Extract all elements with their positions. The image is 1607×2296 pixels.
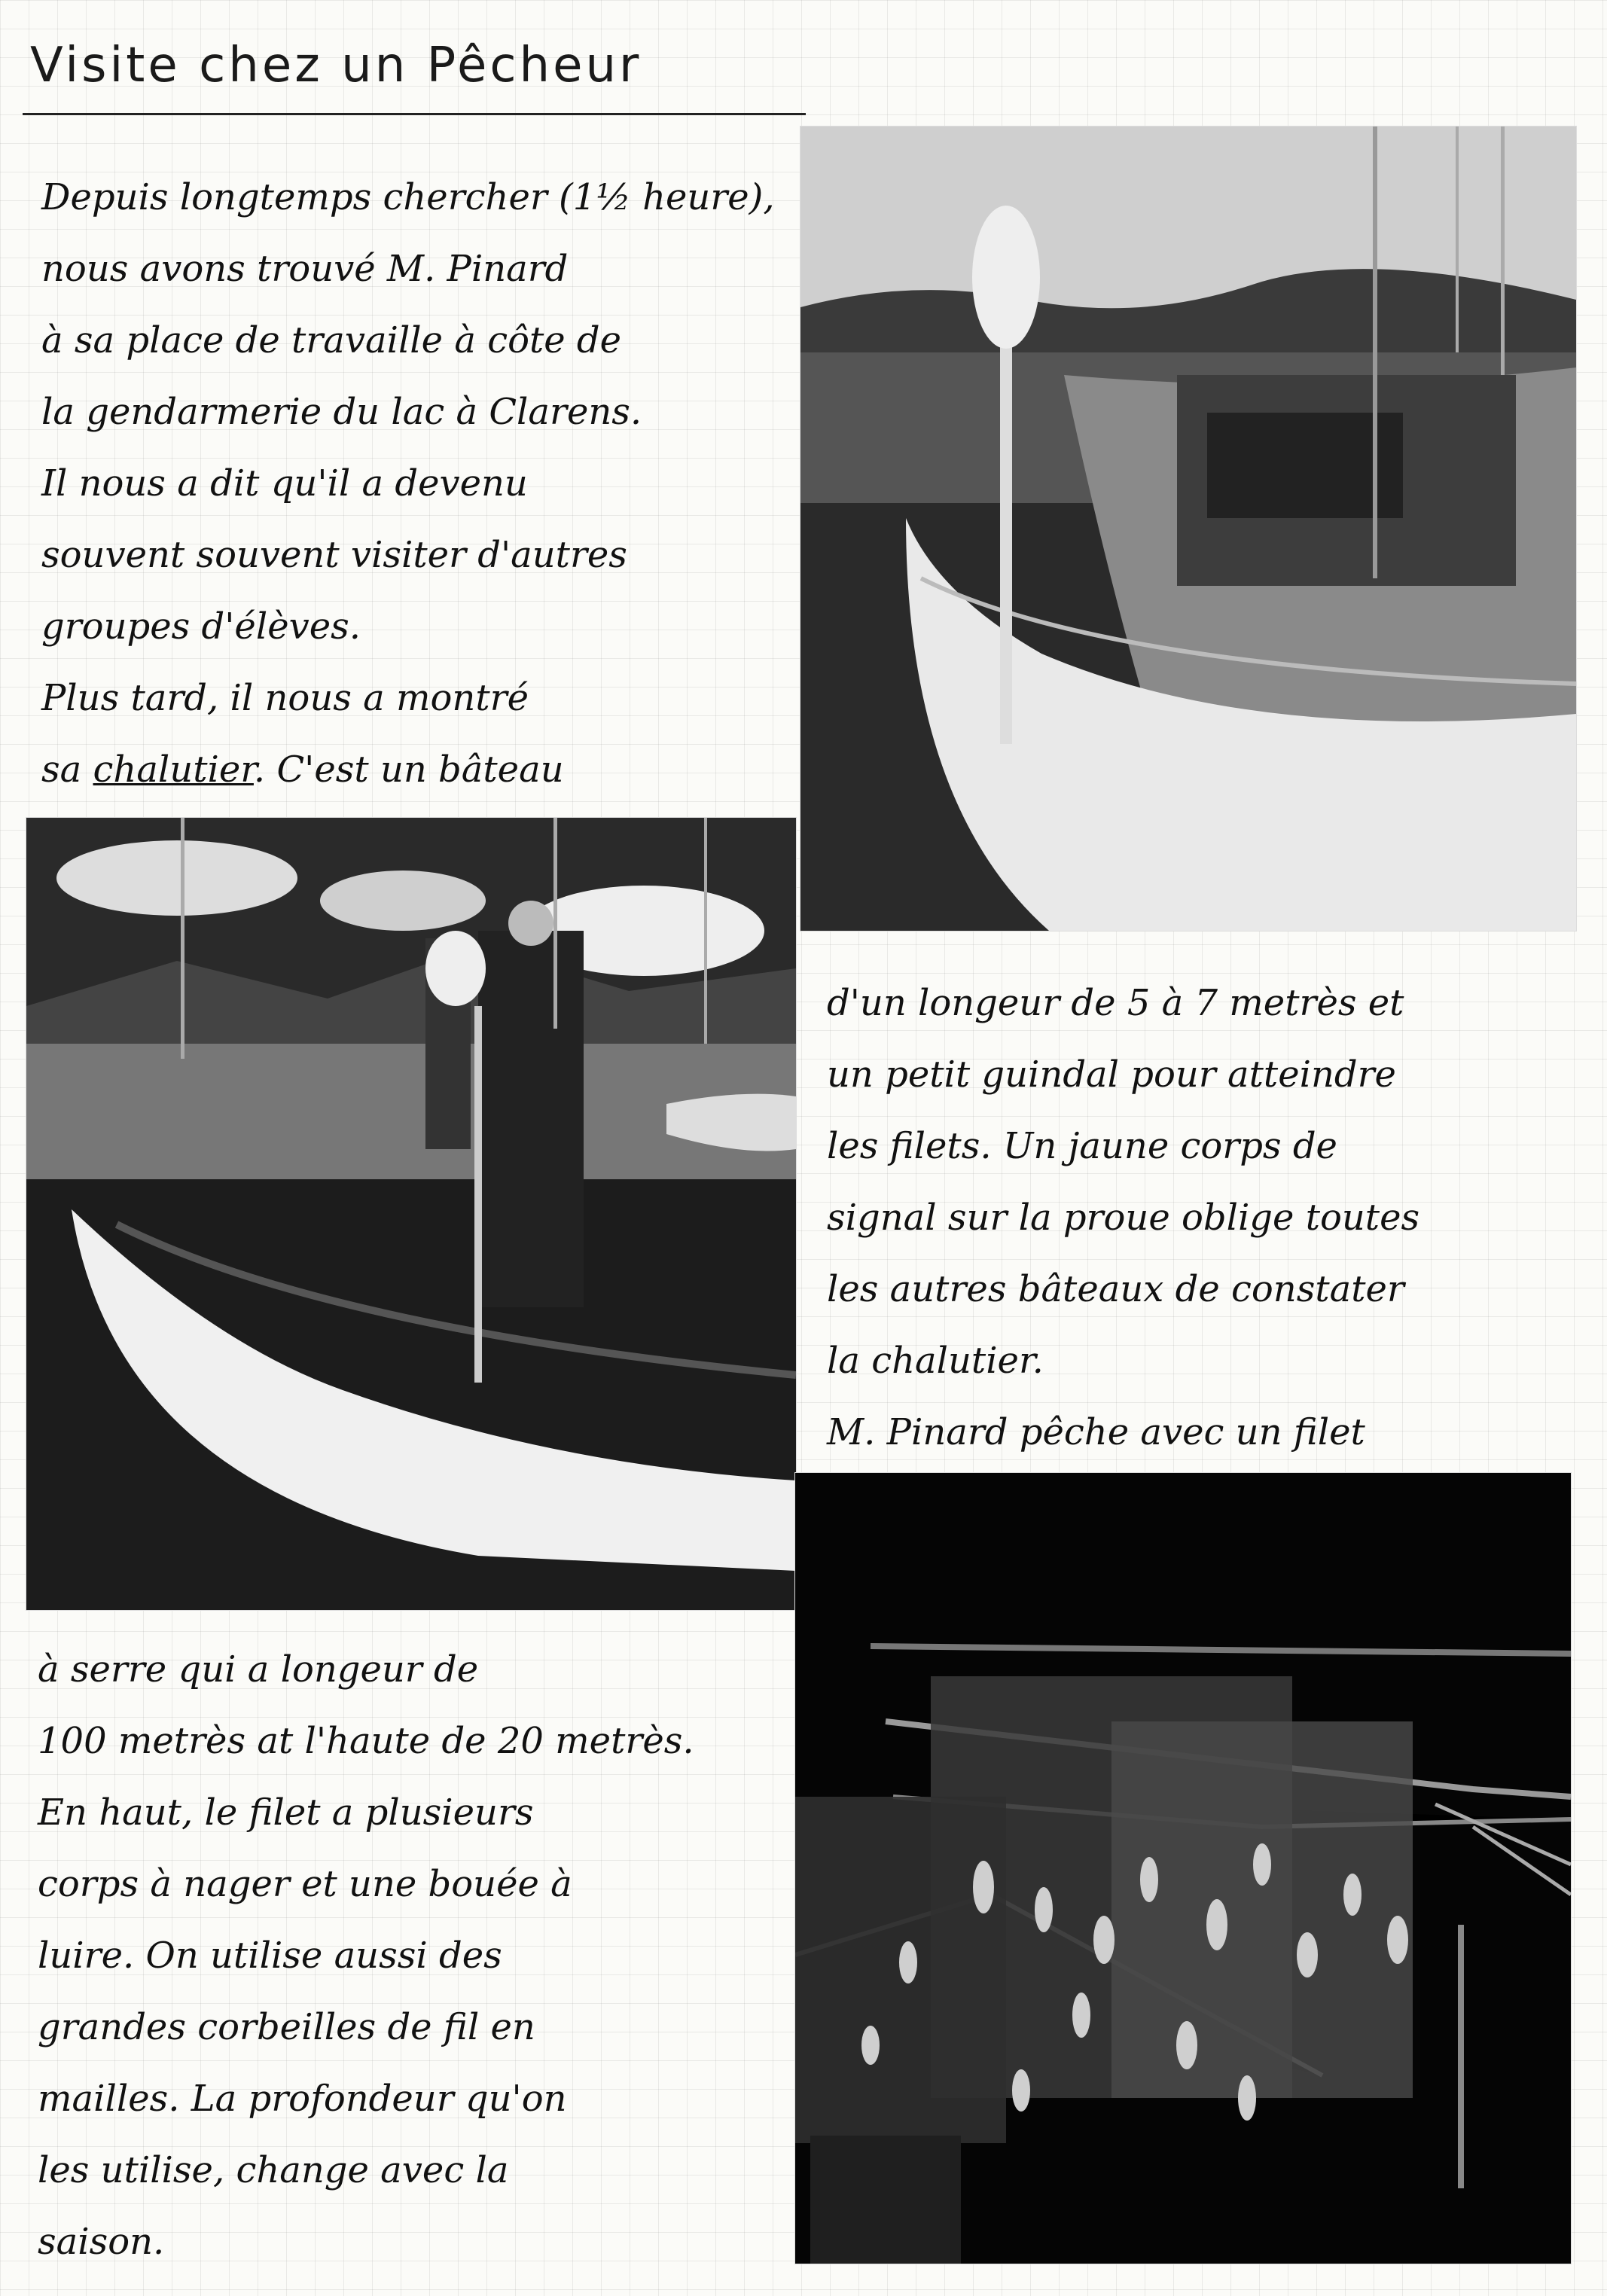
text-block-3 (38, 1634, 694, 2278)
text-line: la gendarmerie du lac à Clarens. (41, 391, 642, 433)
title-underline (23, 113, 806, 115)
text-line: à sa place de travaille à côte de (41, 319, 622, 361)
text-line: d'un longeur de 5 à 7 metrès et (827, 982, 1404, 1024)
text-line: nous avons trouvé M. Pinard (41, 248, 569, 290)
photo-men-at-boat (26, 818, 796, 1610)
text-line: Il nous a dit qu'il a devenu (41, 462, 528, 505)
text-fragment: . C'est un bâteau (253, 749, 564, 791)
text-line: En haut, le filet a plusieurs (38, 1791, 534, 1834)
text-line: Depuis longtemps chercher (1½ heure), (41, 176, 775, 218)
text-line: signal sur la proue oblige toutes (827, 1197, 1420, 1239)
text-line: Plus tard, il nous a montré (41, 677, 529, 719)
text-line: souvent souvent visiter d'autres (41, 534, 627, 576)
text-line: à serre qui a longeur de (38, 1648, 479, 1691)
text-line: les autres bâteaux de constater (827, 1268, 1404, 1310)
text-line: M. Pinard pêche avec un filet (827, 1411, 1365, 1453)
text-block-1 (41, 162, 775, 806)
text-line: grandes corbeilles de fil en (38, 2006, 535, 2048)
text-line: 100 metrès at l'haute de 20 metrès. (38, 1720, 694, 1762)
text-fragment: sa (41, 749, 93, 791)
text-block-2 (827, 968, 1419, 1468)
text-line: les utilise, change avec la (38, 2149, 509, 2191)
text-line: les filets. Un jaune corps de (827, 1125, 1337, 1167)
photo-fishing-nets (795, 1473, 1571, 2264)
text-line: corps à nager et une bouée à (38, 1863, 572, 1905)
text-line: saison. (38, 2221, 165, 2263)
text-line: groupes d'élèves. (41, 605, 361, 648)
page-title: Visite chez un Pêcheur (30, 38, 642, 93)
text-line: luire. On utilise aussi des (38, 1935, 502, 1977)
photo-boat-at-dock (800, 127, 1576, 931)
underlined-word: chalutier (93, 749, 254, 791)
text-line: mailles. La profondeur qu'on (38, 2078, 567, 2120)
text-line: un petit guindal pour atteindre (827, 1053, 1396, 1096)
text-line: la chalutier. (827, 1340, 1044, 1382)
text-line (41, 734, 775, 806)
